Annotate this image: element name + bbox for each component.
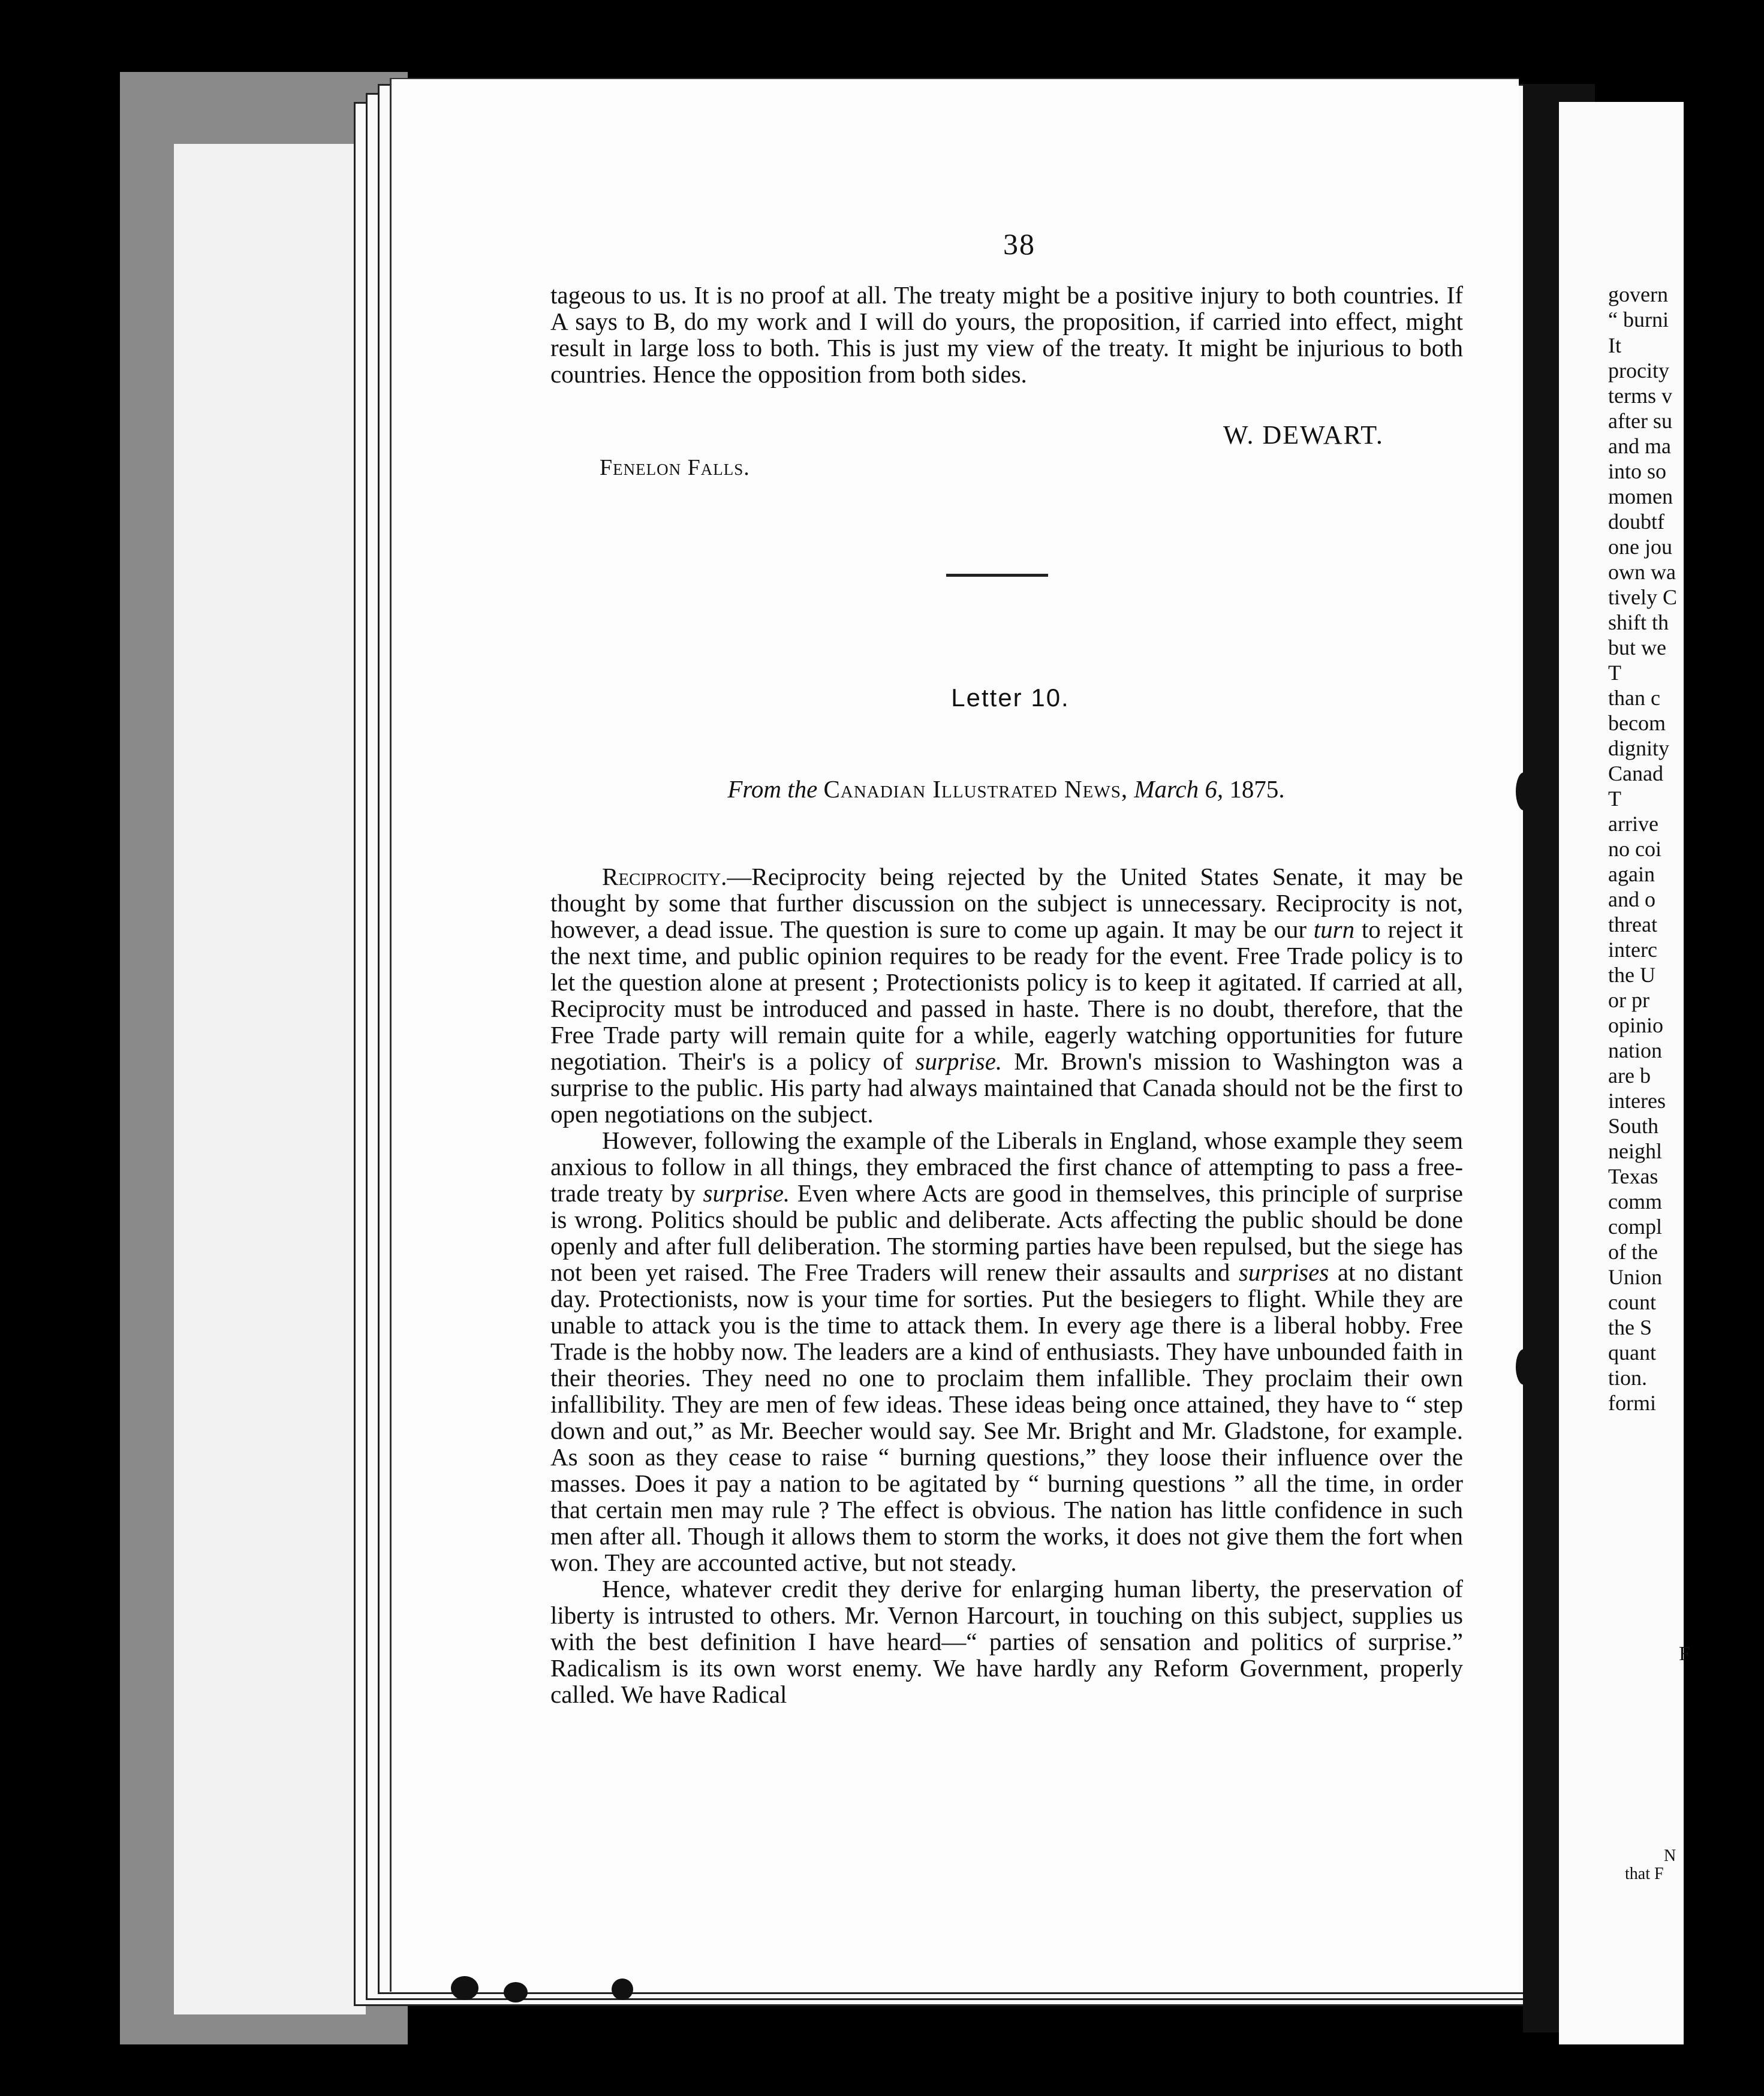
facing-footer-letter: F (1679, 1643, 1690, 1665)
facing-line: but we (1608, 636, 1666, 659)
source-year: 1875. (1229, 775, 1285, 803)
ink-blot (1516, 1349, 1533, 1385)
facing-line: tively C (1608, 585, 1677, 609)
facing-line: becom (1608, 711, 1666, 735)
facing-line: than c (1608, 686, 1660, 710)
facing-line: interc (1608, 938, 1657, 962)
facing-line: T (1608, 661, 1621, 685)
facing-line: own wa (1608, 560, 1676, 584)
ink-blot (612, 1978, 633, 2000)
ink-blot (451, 1976, 478, 2000)
facing-line: threat (1608, 913, 1657, 936)
facing-line: terms v (1608, 384, 1672, 408)
facing-footnote: that F (1625, 1865, 1664, 1883)
facing-page-lines (1608, 333, 1764, 1416)
source-publication: Canadian Illustrated News, (823, 775, 1128, 803)
facing-line: interes (1608, 1089, 1666, 1113)
signature: W. DEWART. (1223, 420, 1384, 450)
facing-line: into so (1608, 459, 1667, 483)
section-divider (946, 574, 1048, 577)
facing-line: the S (1608, 1315, 1652, 1339)
article-body (550, 863, 1463, 1707)
paragraph-liberals: However, following the example of the Liberals in England, whose example they seem anxious to follow in all things, they embraced the first chance of attempting to pass a free-trade treaty by surprise. Even where Acts are good in themselves, this principle of surprise is wrong. Politics should be public and deliberate. Acts affecting the public should be done openly and after full deliberation. The storming parties have been repulsed, but the siege has not been yet raised. The Free Traders will renew their assaults and surprises at no distant day. Protectionists, now is your time for sorties. Put the besiegers to flight. While they are unable to attack you is the time to attack them. In every age there is a liberal hobby. Free Trade is the hobby now. The leaders are a kind of enthusiasts. They have unbounded faith in their theories. They need no one to proclaim them infallible. They proclaim their own infallibility. They are men of few ideas. These ideas being once attained, they have to “ step down and out,” as Mr. Beecher would say. See Mr. Bright and Mr. Gladstone, for example. As soon as they cease to raise “ burning questions,” they loose their influence over the masses. Does it pay a nation to be agitated by “ burning questions ” all the time, in order that certain men may rule ? The effect is obvious. The nation has little confidence in such men after all. Though it allows them to storm the works, it does not give them the fort when won. They are accounted active, but not steady. (550, 1127, 1463, 1576)
facing-line: doubtf (1608, 510, 1664, 534)
paragraph-reciprocity: Reciprocity.—Reciprocity being rejected by the United States Senate, it may be thought by some that further discussion on the subject is unnecessary. Reciprocity is not, however, a dead issue. The question is sure to come up again. It may be our turn to reject it the next time, and public opinion requires to be ready for the event. Free Trade policy is to let the question alone at present ; Protectionists policy is to keep it agitated. If carried at all, Reciprocity must be introduced and passed in haste. There is no doubt, therefore, that the Free Trade party will remain quite for a while, eagerly watching opportunities for future negotiation. Their's is a policy of surprise. Mr. Brown's mission to Washington was a surprise to the public. His party had always maintained that Canada should not be the first to open negotiations on the subject. (550, 863, 1464, 1128)
facing-line: formi (1608, 1391, 1656, 1415)
facing-line: South (1608, 1114, 1659, 1138)
page-number: 38 (1003, 227, 1035, 261)
facing-line: nation (1608, 1038, 1662, 1062)
facing-line: comm (1608, 1189, 1662, 1213)
letter-heading: Letter 10. (951, 683, 1070, 712)
ink-blot (504, 1982, 528, 2002)
paragraph-lead: Reciprocity. (602, 863, 727, 890)
facing-line: and ma (1608, 434, 1671, 458)
facing-line: dignity (1608, 736, 1670, 760)
facing-line: the U (1608, 963, 1655, 987)
place-name: Fenelon Falls. (600, 455, 750, 480)
paragraph-harcourt: Hence, whatever credit they derive for enlarging human liberty, the preservation of liberty is intrusted to others. Mr. Vernon Harcourt, in touching on this subject, supplies us with the best definition I have heard—“ parties of sensation and politics of surprise.” Radicalism is its own worst enemy. We have hardly any Reform Government, properly called. We have Radical (550, 1575, 1463, 1708)
left-blank-leaf (174, 144, 366, 2014)
facing-line: shift th (1608, 610, 1669, 634)
facing-line: Texas (1608, 1164, 1658, 1188)
facing-line: It (1608, 333, 1621, 357)
facing-line: no coi (1608, 837, 1661, 861)
facing-line: procity (1608, 359, 1669, 383)
facing-line: “ burni (1608, 308, 1669, 332)
source-from: From the (727, 775, 818, 803)
facing-footnote: N (1664, 1847, 1676, 1865)
opening-paragraph (550, 282, 1463, 387)
facing-line: arrive (1608, 812, 1658, 836)
facing-line: count (1608, 1290, 1656, 1314)
facing-line: govern (1608, 282, 1668, 306)
facing-line: after su (1608, 409, 1672, 433)
facing-line: Canad (1608, 761, 1663, 785)
facing-line: are b (1608, 1064, 1651, 1088)
facing-line: one jou (1608, 535, 1672, 559)
ink-blot (1516, 772, 1533, 811)
facing-line: T (1608, 787, 1621, 811)
facing-line: of the (1608, 1240, 1658, 1264)
facing-line: tion. (1608, 1366, 1648, 1390)
facing-page (1559, 102, 1690, 2044)
facing-line: Union (1608, 1265, 1662, 1289)
facing-line: again (1608, 862, 1655, 886)
facing-line: neighl (1608, 1139, 1662, 1163)
source-date: March 6, (1134, 775, 1224, 803)
facing-line: quant (1608, 1341, 1656, 1365)
source-line (646, 775, 1366, 803)
facing-line: and o (1608, 887, 1655, 911)
facing-line: or pr (1608, 988, 1649, 1012)
paragraph-text: tageous to us. It is no proof at all. The treaty might be a positive injury to both countries. If A says to B, do my work and I will do yours, the proposition, if carried into effect, might result in large loss to both. This is just my view of the treaty. It might be injurious to both countries. Hence the opposition from both sides. (550, 281, 1463, 388)
facing-line: momen (1608, 484, 1673, 508)
facing-line: compl (1608, 1215, 1662, 1239)
facing-line: opinio (1608, 1013, 1664, 1037)
